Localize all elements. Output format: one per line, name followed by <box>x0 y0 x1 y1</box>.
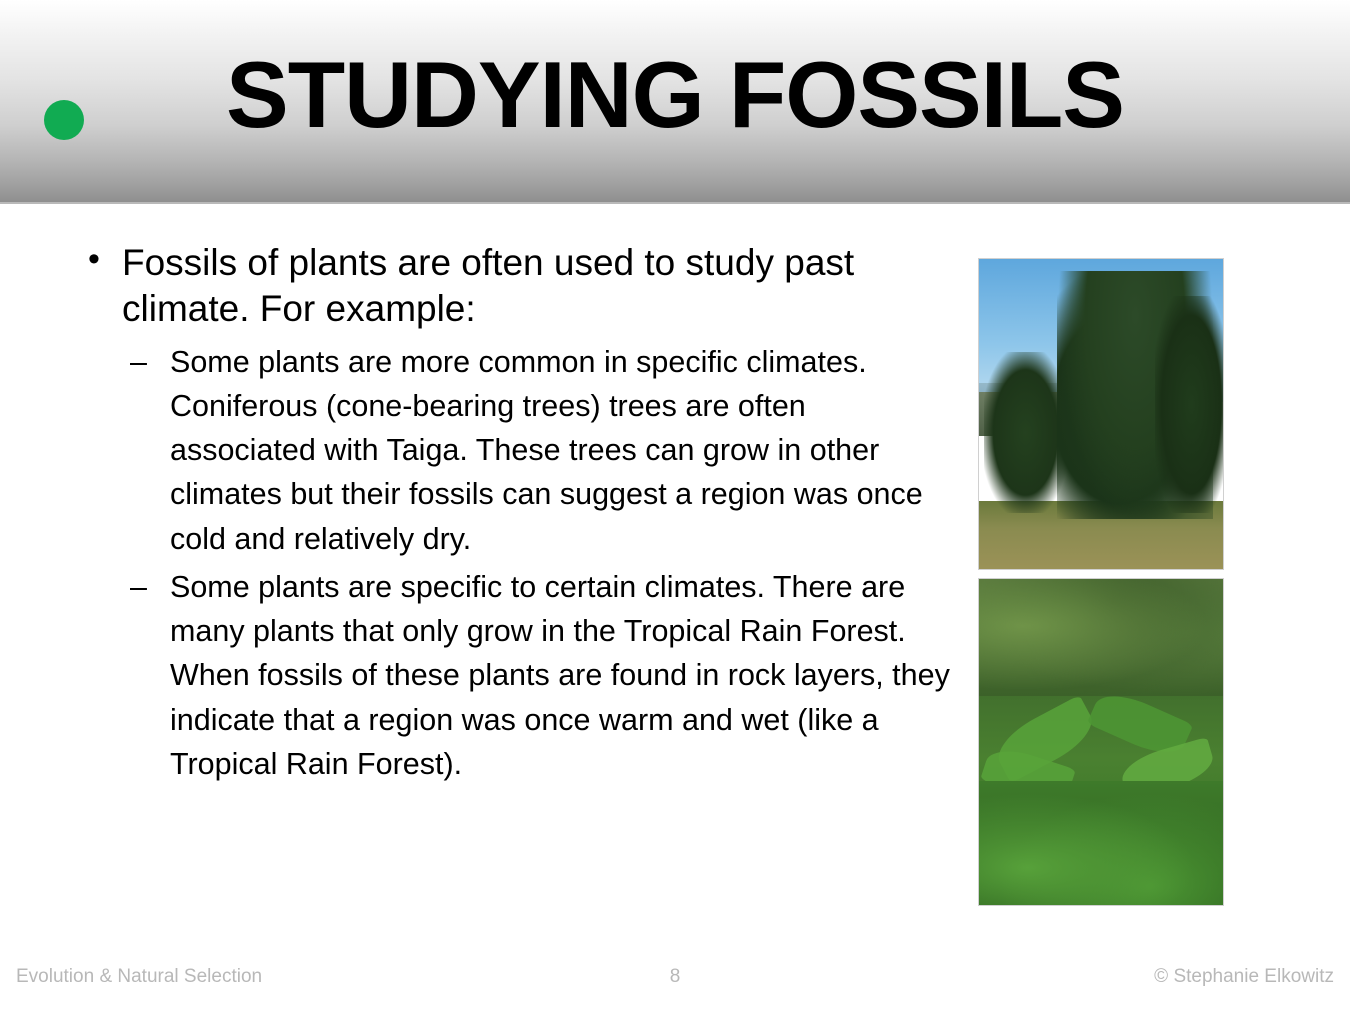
bullet-marker-level2: – <box>130 344 147 379</box>
footer-page-number: 8 <box>669 966 681 987</box>
list-item <box>122 565 950 786</box>
conifer-tree-left <box>984 352 1067 513</box>
conifer-tree-right <box>1155 296 1224 513</box>
slide-body <box>70 240 950 790</box>
footer-copyright: © Stephanie Elkowitz <box>1154 966 1334 987</box>
bullet-text-level1: Fossils of plants are often used to study past climate. For example: <box>122 242 855 329</box>
page-title: STUDYING FOSSILS <box>226 42 1124 147</box>
slide-footer <box>0 966 1350 994</box>
bullet-text-level2: Some plants are specific to certain climates. There are many plants that only grow in the Tropical Rain Forest. When fossils of these plants are found in rock layers, they indicate that a region was once warm and wet (like a Tropical Rain Forest). <box>170 569 950 781</box>
slide-title-bar <box>0 0 1350 204</box>
bullet-text-level2: Some plants are more common in specific climates. Coniferous (cone-bearing trees) trees are often associated with Taiga. These trees can grow in other climates but their fossils can suggest a region was once cold and relatively dry. <box>170 344 923 556</box>
rainforest-canopy <box>979 579 1223 696</box>
list-item <box>122 340 950 561</box>
bullet-marker-level2: – <box>130 569 147 604</box>
bullet-marker-level1: • <box>88 240 100 278</box>
bullet-list-level2 <box>122 340 950 786</box>
coniferous-forest-photo <box>978 258 1224 570</box>
rainforest-understory <box>979 781 1223 905</box>
tropical-rainforest-photo <box>978 578 1224 906</box>
bullet-list-level1 <box>70 240 950 786</box>
footer-section-label: Evolution & Natural Selection <box>16 966 263 987</box>
list-item <box>70 240 950 786</box>
